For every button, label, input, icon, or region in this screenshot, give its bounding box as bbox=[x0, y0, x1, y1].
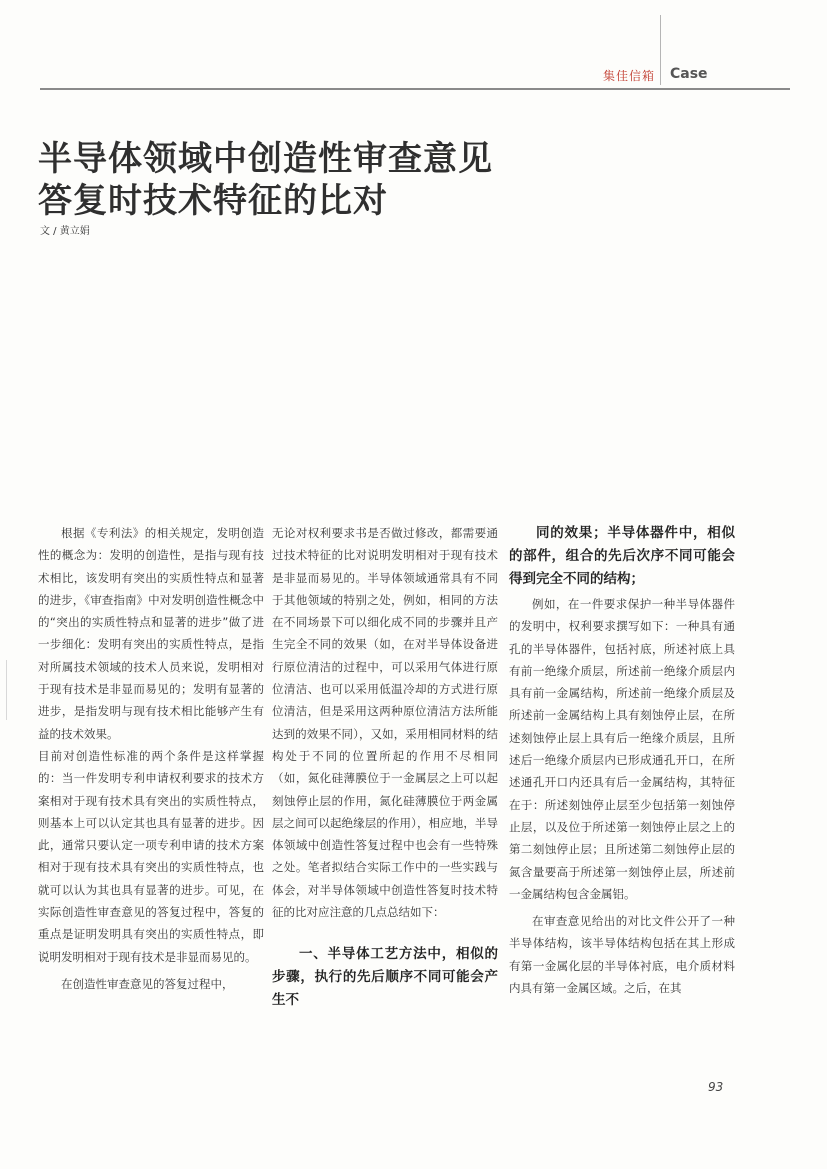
scan-edge-mark bbox=[6, 660, 7, 720]
header-divider bbox=[660, 15, 661, 85]
paragraph: 在审查意见给出的对比文件公开了一种半导体结构，该半导体结构包括在其上形成有第一金属化层的半导体衬底，电介质材料内具有第一金属区域。之后，在其 bbox=[509, 914, 735, 996]
paragraph: 例如，在一件要求保护一种半导体器件的发明中，权利要求撰写如下：一种具有通孔的半导体器件，包括衬底，所述衬底上具有前一绝缘介质层，所述前一绝缘介质层内具有前一金属结构，所述前一绝缘介质层及所述前一金属结构上具有刻蚀停止层，在所述刻蚀停止层上具有后一绝缘介质层，且所述后一绝缘介质层内已形成通孔开口，在所述通孔开口内还具有后一金属结构，其特征在于：所述刻蚀停止层至少包括第一刻蚀停止层，以及位于所述第一刻蚀停止层之上的第二刻蚀停止层；且所述第二刻蚀停止层的氮含量要高于所述第一刻蚀停止层，所述前一金属结构包含金属铝。 bbox=[509, 597, 735, 901]
text-column-1 bbox=[38, 522, 264, 995]
article-title bbox=[38, 138, 738, 222]
paragraph: 根据《专利法》的相关规定，发明创造性的概念为：发明的创造性，是指与现有技术相比，该发明有突出的实质性特点和显著的进步，《审查指南》中对发明创造性概念中的“突出的实质性特点和显著的进步”做了进一步细化：发明有突出的实质性特点，是指对所属技术领域的技术人员来说，发明相对于现有技术是非显而易见的；发明有显著的进步，是指发明与现有技术相比能够产生有益的技术效果。 bbox=[38, 526, 264, 741]
paragraph: 在创造性审查意见的答复过程中， bbox=[61, 976, 234, 991]
section-heading-continued: 同的效果；半导体器件中，相似的部件，组合的先后次序不同可能会得到完全不同的结构； bbox=[509, 525, 735, 587]
section-label: Case bbox=[670, 66, 708, 82]
column-name: 集佳信箱 bbox=[603, 69, 656, 83]
title-line-1: 半导体领域中创造性审查意见 bbox=[38, 139, 493, 179]
text-column-3 bbox=[509, 522, 735, 999]
paragraph: 无论对权利要求书是否做过修改，都需要通过技术特征的比对说明发明相对于现有技术是非显而易见的。半导体领域通常具有不同于其他领域的特别之处，例如，相同的方法在不同场景下可以细化成不同的步骤并且产生完全不同的效果（如，在对半导体设备进行原位清洁的过程中，可以采用气体进行原位清洁、也可以采用低温冷却的方式进行原位清洁，但是采用这两种原位清洁方法所能达到的效果不同），又如，采用相同材料的结构处于不同的位置所起的作用不尽相同（如，氮化硅薄膜位于一金属层之上可以起刻蚀停止层的作用，氮化硅薄膜位于两金属层之间可以起绝缘层的作用），相应地，半导体领域中创造性答复过程中也会有一些特殊之处。笔者拟结合实际工作中的一些实践与体会，对半导体领域中创造性答复时技术特征的比对应注意的几点总结如下： bbox=[272, 526, 498, 920]
title-line-2: 答复时技术特征的比对 bbox=[38, 181, 388, 221]
section-heading: 一、半导体工艺方法中，相似的步骤，执行的先后顺序不同可能会产生不 bbox=[272, 946, 498, 1009]
header-rule bbox=[40, 88, 790, 90]
text-column-2 bbox=[272, 522, 498, 1012]
author-byline: 文 / 黄立娟 bbox=[40, 226, 90, 237]
paragraph: 目前对创造性标准的两个条件是这样掌握的：当一件发明专利申请权利要求的技术方案相对于现有技术具有突出的实质性特点，则基本上可以认定其也具有显著的进步。因此，通常只要认定一项专利申请的技术方案相对于现有技术具有突出的实质性特点，也就可以认为其也具有显著的进步。可见，在实际创造性审查意见的答复过程中，答复的重点是证明发明具有突出的实质性特点，即说明发明相对于现有技术是非显而易见的。 bbox=[38, 748, 264, 964]
page-number: 93 bbox=[708, 1080, 724, 1094]
